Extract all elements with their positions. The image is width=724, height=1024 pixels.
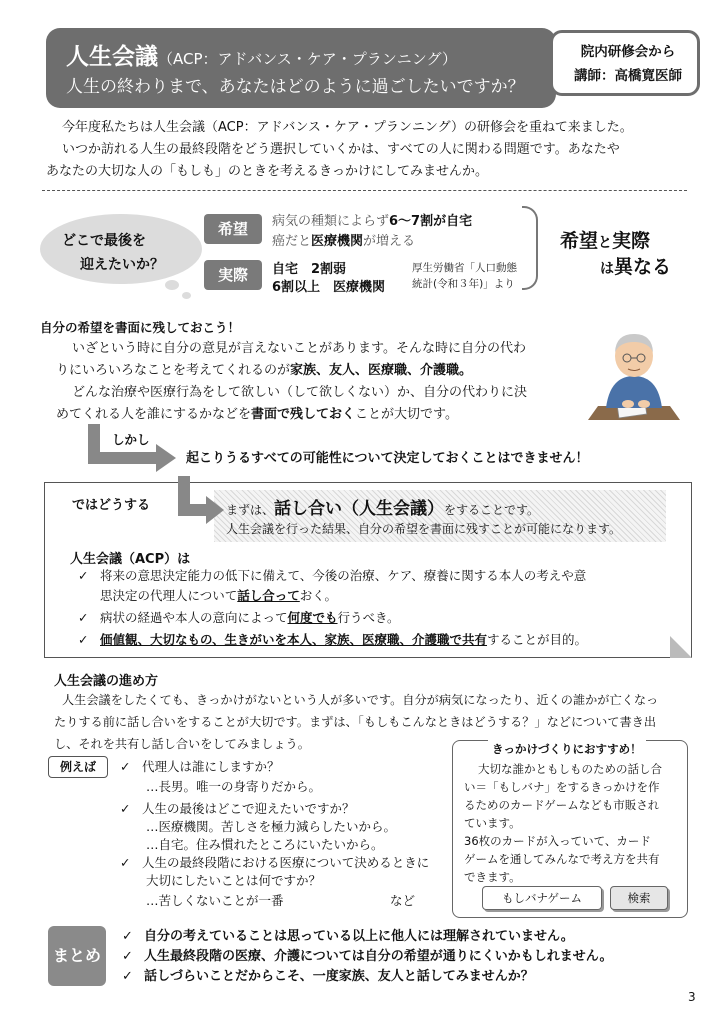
recommend-line4: ています。 [464,816,521,830]
p2-line1: どんな治療や医療行為をして欲しい（して欲しくない）か、自分の代わりに決 [72,385,528,400]
recommend-line3: るためのカードゲームなども市販され [464,798,660,812]
however-label: しかし [112,432,150,447]
reality-line1: 自宅 2割弱 [272,262,347,277]
question-2: ✓ 人生の最後はどこで迎えたいですか？ [120,801,355,816]
p1-line2: りにいろいろなことを考えてくれるのが家族、友人、医療職、介護職。 [56,363,473,378]
brace-icon [522,206,538,290]
page-number: 3 [688,990,696,1004]
check-icon: ✓ [122,929,133,944]
conclusion-line2: は異なる [600,256,672,278]
answer-3: …苦しくないことが一番 [146,893,284,908]
cannot-decide-text: 起こりうるすべての可能性について決定しておくことはできません！ [186,451,589,466]
source-line2: 統計(令和３年)」より [412,278,515,290]
proceed-line3: し、それを共有し話し合いをしてみましょう。 [54,737,310,751]
cloud-bubble-icon [165,280,179,290]
summary-label: まとめ [48,926,106,986]
conclusion-line1: 希望と実際 [560,230,651,252]
proceed-line1: 人生会議をしたくても、きっかけがないという人が多いです。自分が病気になったり、近くの誰かが亡くなっ [62,693,659,707]
check-item-1: ✓ 将来の意思決定能力の低下に備えて、今後の治療、ケア、療養に関する本人の考えや意 [78,566,586,586]
summary-2: ✓ 人生最終段階の医療、介護については自分の希望が通りにくいかもしれません。 [122,946,613,968]
summary-1: ✓ 自分の考えていることは思っている以上に他人には理解されていません。 [122,926,574,948]
recommend-line7: できます。 [464,870,521,884]
intro-line2: いつか訪れる人生の最終段階をどう選択していくかは、すべての人に関わる問題です。あなたや [62,142,620,157]
wish-line1: 病気の種類によらず6～7割が自宅 [272,214,473,229]
recommend-title: きっかけづくりにおすすめ！ [488,740,646,758]
first-talk-line: まずは、話し合い（人生会議）をすることです。 [226,499,540,519]
check-icon: ✓ [78,610,89,625]
cloud-line1: どこで最後を [62,233,146,249]
summary-3: ✓ 話しづらいことだからこそ、一度家族、友人と話してみませんか？ [122,966,534,988]
proceed-line2: たりする前に話し合いをすることが大切です。まずは、「もしもこんなときはどうする？」などについて書き出 [54,715,657,729]
check-item-3: ✓ 価値観、大切なもの、生きがいを本人、家族、医療職、介護職で共有することが目的。 [78,630,587,650]
answer-2a: …医療機関。苦しさを極力減らしたいから。 [146,819,397,834]
question-1: ✓ 代理人は誰にしますか？ [120,759,280,774]
arrow-head-icon [156,444,176,472]
section-title-written: 自分の希望を書面に残しておこう！ [40,320,241,335]
check-icon: ✓ [78,568,89,583]
page-title: 人生会議（ACP：アドバンス・ケア・プランニング） [66,44,457,70]
recommend-line5: 36枚のカードが入っていて、カード [464,834,651,848]
speaker-line1: 院内研修会から [580,44,676,60]
answer-2b: …自宅。住み慣れたところにいたいから。 [146,837,384,852]
recommend-line2: い＝「もしバナ」をするきっかけを作 [464,780,660,794]
check-icon: ✓ [122,969,133,984]
check-icon: ✓ [120,759,131,774]
acp-heading: 人生会議（ACP）は [70,552,191,567]
arrow-head-icon [206,496,224,524]
check-icon: ✓ [78,632,89,647]
arrow-icon-shaft [88,452,158,464]
source-line1: 厚生労働省「人口動態 [412,262,517,274]
recommend-line6: ゲームを通してみんなで考え方を共有 [464,852,660,866]
intro-line3: あなたの大切な人の「もしも」のときを考えるきっかけにしてみませんか。 [46,164,489,179]
arrow-icon-shaft [178,504,208,516]
check-icon: ✓ [122,949,133,964]
search-input[interactable]: もしバナゲーム [482,886,602,910]
example-label: 例えば [48,756,108,778]
speaker-line2: 講師：高橋寛医師 [574,68,682,84]
etc-label: など [390,893,416,908]
wish-tag: 希望 [204,214,262,244]
cloud-bubble-icon [182,292,191,299]
answer-1: …長男。唯一の身寄りだから。 [146,779,322,794]
page-subtitle: 人生の終わりまで、あなたはどのように過ごしたいですか？ [66,77,525,97]
check-item-1-cont: 思決定の代理人について話し合っておく。 [100,588,338,603]
elderly-writing-illustration [584,322,684,426]
cloud-line2: 迎えたいか？ [80,257,164,273]
section-title-proceed: 人生会議の進め方 [54,674,159,689]
p2-line2: めてくれる人を誰にするかなどを書面で残しておくことが大切です。 [56,407,458,422]
check-icon: ✓ [120,801,131,816]
reality-tag: 実際 [204,260,262,290]
check-item-2: ✓ 病状の経過や本人の意向によって何度でも行うべき。 [78,608,400,628]
search-button[interactable]: 検索 [610,886,668,910]
reality-line2: 6割以上 医療機関 [272,280,386,295]
divider [42,190,687,191]
what-to-do-question: ではどうする [72,498,151,513]
question-3: ✓ 人生の最終段階における医療について決めるときに [120,855,430,870]
check-icon: ✓ [120,855,131,870]
question-3-cont: 大切にしたいことは何ですか？ [146,873,322,888]
recommend-line1: 大切な誰かともしものための話し合 [478,762,662,776]
wish-line2: 癌だと医療機関が増える [272,234,416,249]
page-fold-icon [670,636,692,658]
intro-line1: 今年度私たちは人生会議（ACP：アドバンス・ケア・プランニング）の研修会を重ねて来ました。 [62,120,633,135]
p1-line1: いざという時に自分の意見が言えないことがあります。そんな時に自分の代わ [72,341,526,356]
result-line: 人生会議を行った結果、自分の希望を書面に残すことが可能になります。 [226,522,622,536]
